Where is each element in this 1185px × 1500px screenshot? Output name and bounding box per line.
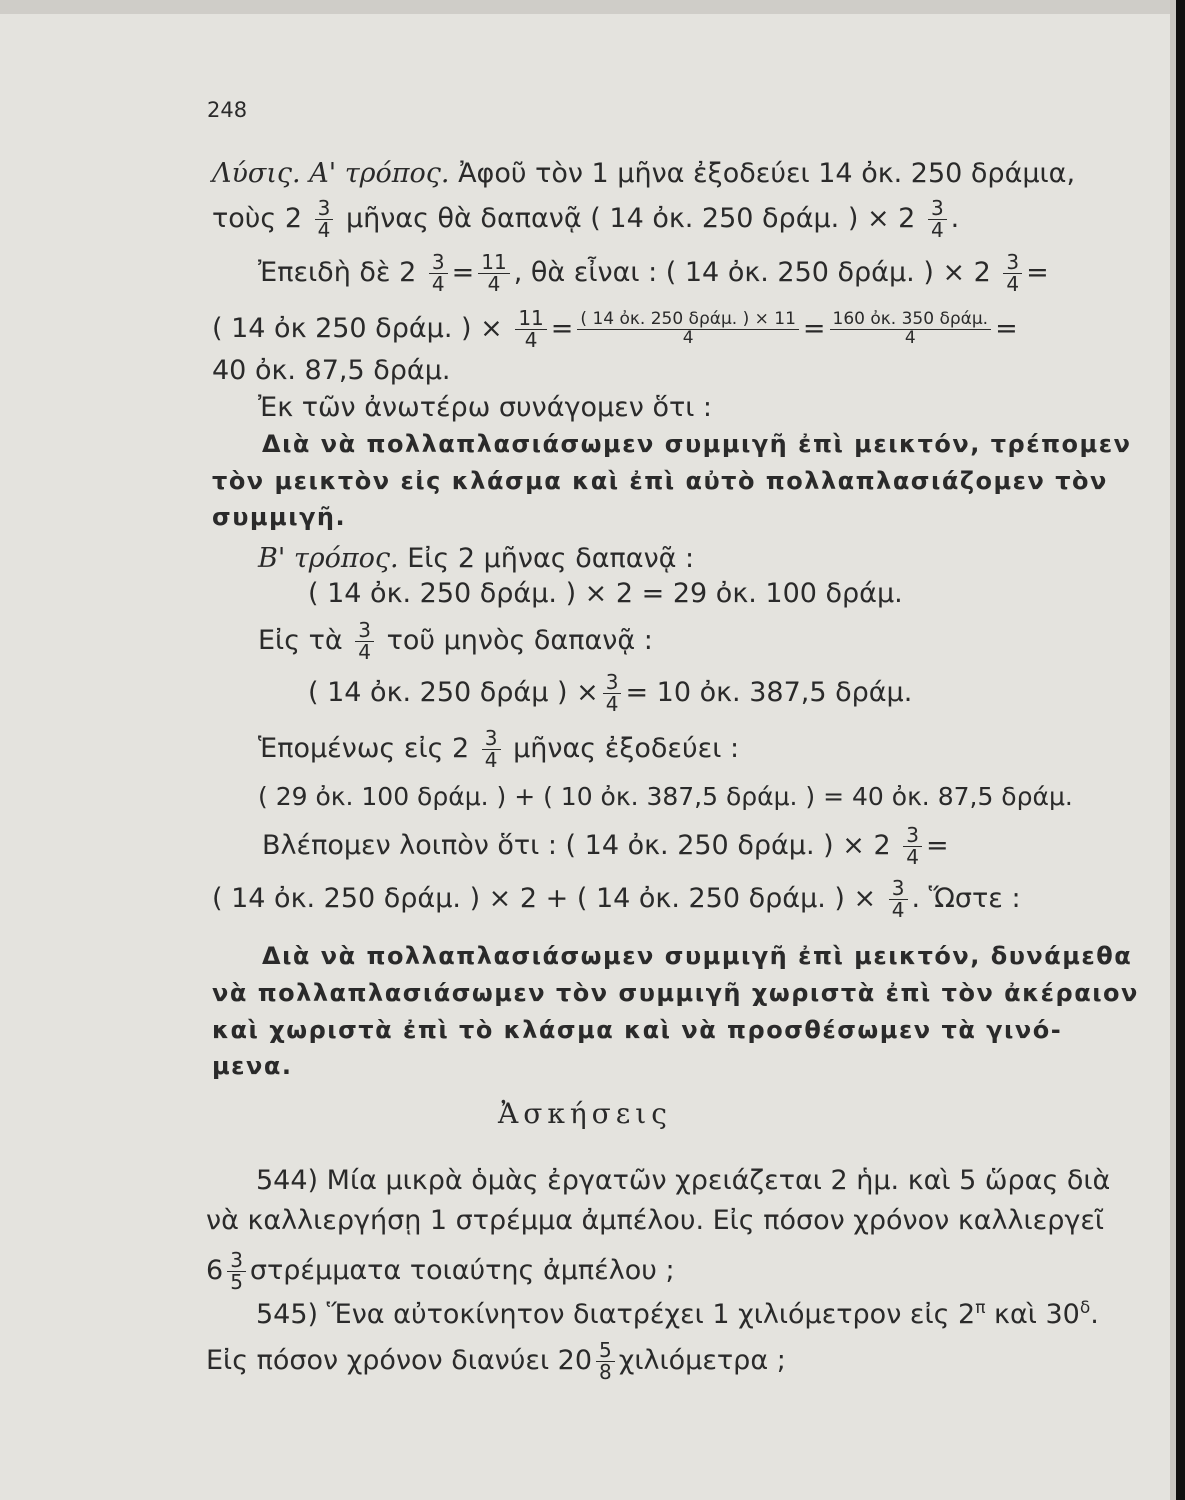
fraction-3-4: $\frac{3}{4}$	[889, 878, 908, 921]
fraction-11-4: $\frac{11}{4}$	[478, 252, 509, 295]
exercise-544-line-3: 6 $\frac{3}{5}$ στρέμματα τοιαύτης ἀμπέλου ;	[206, 1248, 675, 1294]
exercise-544-line-2: νὰ καλλιεργήσῃ 1 στρέμμα ἀμπέλου. Εἰς πόσον χρόνον καλλιεργεῖ	[206, 1205, 1105, 1236]
solution-line-4: ( 14 ὀκ 250 δράμ. ) × $\frac{11}{4}$ = $\frac{\text{( 14 ὀκ. 250 δράμ. ) × 11}}{4}$ = $\frac{\text{160 ὀκ. 350 δράμ.}}{4}$ =	[212, 306, 1018, 352]
page-right-edge	[1176, 0, 1185, 1500]
fraction-result: $\frac{\text{160 ὀκ. 350 δράμ.}}{4}$	[830, 311, 992, 348]
fraction-product: $\frac{\text{( 14 ὀκ. 250 δράμ. ) × 11}}{4}$	[577, 311, 799, 348]
method-b-line-3: ( 14 ὀκ. 250 δράμ ) × $\frac{3}{4}$ = 10 ὀκ. 387,5 δράμ.	[308, 670, 913, 716]
fraction-3-4: $\frac{3}{4}$	[903, 825, 922, 868]
fraction-3-4: $\frac{3}{4}$	[429, 252, 448, 295]
page-number: 248	[207, 98, 248, 122]
fraction-3-4: $\frac{3}{4}$	[315, 198, 334, 241]
exercise-545-line-1: 545) Ἕνα αὐτοκίνητον διατρέχει 1 χιλιόμετρον εἰς $2^\pi$ καὶ $30^\delta$.	[256, 1298, 1099, 1330]
rule-2-line-2: νὰ πολλαπλασιάσωμεν τὸν συμμιγῆ χωριστὰ ἐπὶ τὸν ἀκέραιον	[212, 979, 1139, 1007]
method-b-line-2: Εἰς τὰ $\frac{3}{4}$ τοῦ μηνὸς δαπανᾷ :	[258, 618, 653, 664]
rule-1-line-2: τὸν μεικτὸν εἰς κλάσμα καὶ ἐπὶ αὐτὸ πολλαπλασιάζομεν τὸν	[212, 467, 1108, 495]
conclusion-intro: Ἐκ τῶν ἀνωτέρω συνάγομεν ὅτι :	[258, 392, 713, 423]
rule-1-line-3: συμμιγῆ.	[212, 503, 347, 531]
rule-2-line-4: μενα.	[212, 1052, 293, 1080]
method-b-line-6: Βλέπομεν λοιπὸν ὅτι : ( 14 ὀκ. 250 δράμ. ) × 2 $\frac{3}{4}$ =	[262, 823, 949, 869]
exercise-545-line-2: Εἰς πόσον χρόνον διανύει 20 $\frac{5}{8}$ χιλιόμετρα ;	[206, 1338, 786, 1384]
method-b-intro: Β' τρόπος. Εἰς 2 μῆνας δαπανᾷ :	[258, 543, 695, 574]
method-b-line-1: ( 14 ὀκ. 250 δράμ. ) × 2 = 29 ὀκ. 100 δράμ.	[308, 578, 903, 609]
fraction-3-4: $\frac{3}{4}$	[355, 620, 374, 663]
fraction-3-4: $\frac{3}{4}$	[482, 728, 501, 771]
solution-line-1: Λύσις. Α' τρόπος. Ἀφοῦ τὸν 1 μῆνα ἐξοδεύει 14 ὀκ. 250 δράμια,	[212, 158, 1076, 189]
solution-line-5: 40 ὀκ. 87,5 δράμ.	[212, 355, 451, 386]
method-b-sum: ( 29 ὀκ. 100 δράμ. ) + ( 10 ὀκ. 387,5 δράμ. ) = 40 ὀκ. 87,5 δράμ.	[258, 782, 1073, 811]
fraction-3-5: $\frac{3}{5}$	[227, 1250, 246, 1293]
fraction-3-4: $\frac{3}{4}$	[1003, 252, 1022, 295]
exercises-heading: Ἀσκήσεις	[498, 1097, 672, 1130]
page-top-edge	[0, 0, 1185, 14]
method-b-line-4: Ἑπομένως εἰς 2 $\frac{3}{4}$ μῆνας ἐξοδεύει :	[258, 726, 740, 772]
solution-line-3: Ἐπειδὴ δὲ 2 $\frac{3}{4}$ = $\frac{11}{4}$ , θὰ εἶναι : ( 14 ὀκ. 250 δράμ. ) × 2 $\frac{3}{4}$ =	[258, 250, 1049, 296]
rule-2-line-3: καὶ χωριστὰ ἐπὶ τὸ κλάσμα καὶ νὰ προσθέσωμεν τὰ γινό-	[212, 1016, 1063, 1044]
fraction-3-4: $\frac{3}{4}$	[603, 672, 622, 715]
fraction-3-4: $\frac{3}{4}$	[928, 198, 947, 241]
fraction-5-8: $\frac{5}{8}$	[596, 1340, 615, 1383]
solution-line-2: τοὺς 2 $\frac{3}{4}$ μῆνας θὰ δαπανᾷ ( 14 ὀκ. 250 δράμ. ) × 2 $\frac{3}{4}$ .	[212, 196, 960, 242]
rule-1-line-1: Διὰ νὰ πολλαπλασιάσωμεν συμμιγῆ ἐπὶ μεικτόν, τρέπομεν	[262, 430, 1132, 458]
rule-2-line-1: Διὰ νὰ πολλαπλασιάσωμεν συμμιγῆ ἐπὶ μεικτόν, δυνάμεθα	[262, 942, 1133, 970]
exercise-544-line-1: 544) Μία μικρὰ ὁμὰς ἐργατῶν χρειάζεται 2 ἡμ. καὶ 5 ὥρας διὰ	[256, 1165, 1111, 1196]
method-b-line-7: ( 14 ὀκ. 250 δράμ. ) × 2 + ( 14 ὀκ. 250 δράμ. ) × $\frac{3}{4}$ . Ὥστε :	[212, 876, 1021, 922]
fraction-11-4: $\frac{11}{4}$	[515, 308, 546, 351]
